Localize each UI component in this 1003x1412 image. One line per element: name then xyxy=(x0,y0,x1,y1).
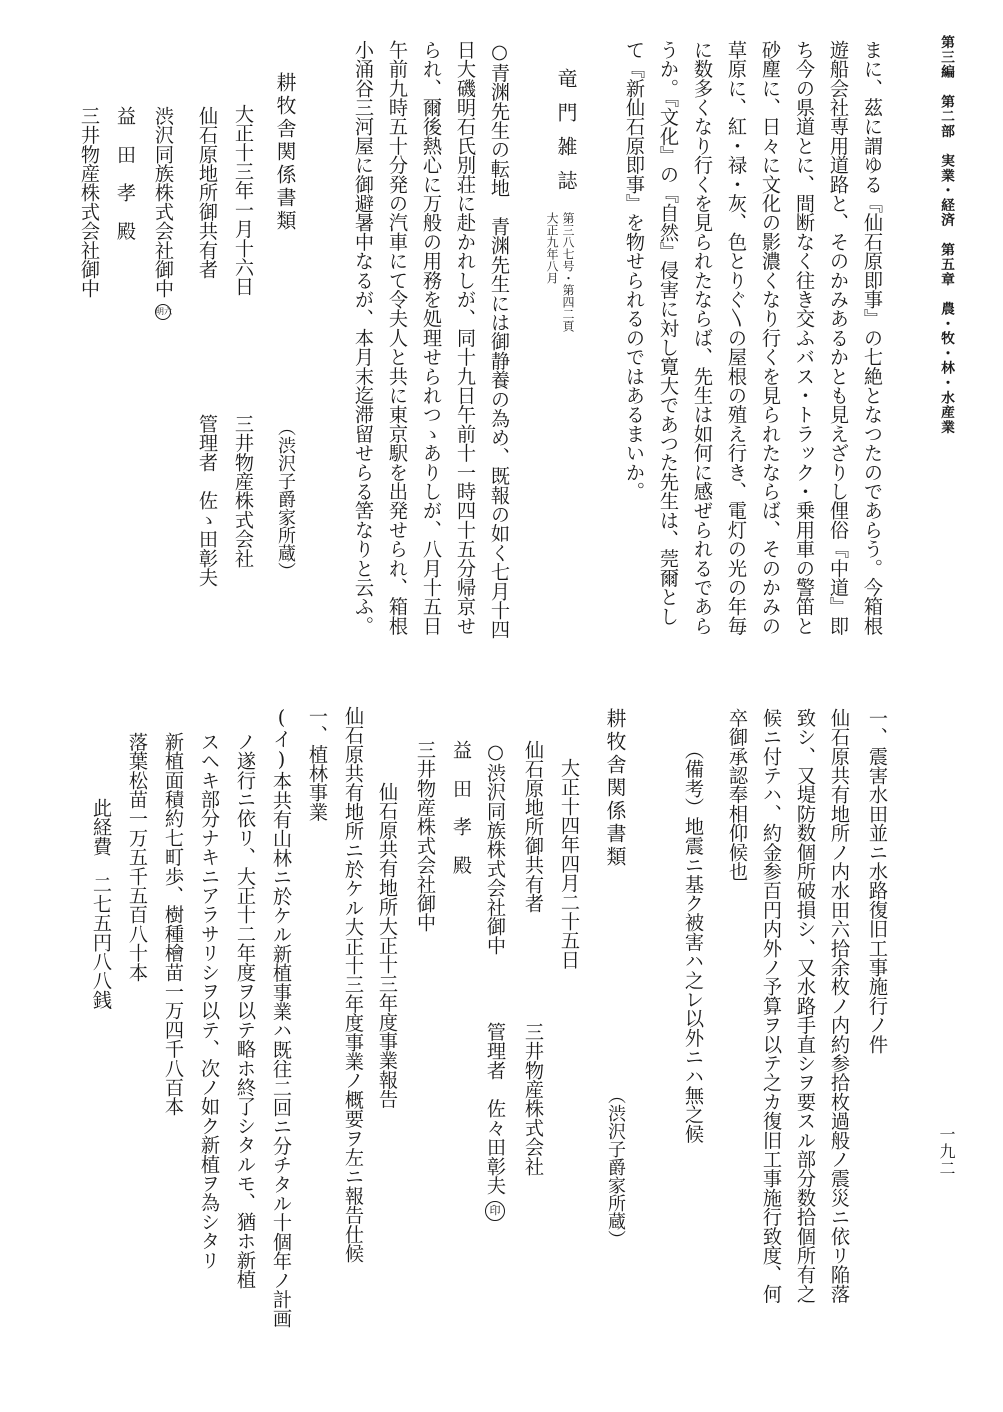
article-line: 午前九時五十分発の汽車にて令夫人と共に東京駅を出発せられ、箱根 xyxy=(386,40,409,636)
article-reference xyxy=(545,212,575,382)
documents-source: （渋沢子爵家所蔵） xyxy=(275,418,296,580)
item-line: 致シ、又堤防数個所破損シ、又水路手直シヲ要スル部分数拾個所有之 xyxy=(794,708,817,1304)
article-line: ○青渊先生の転地 青渊先生には御静養の為め、既報の如く七月十四 xyxy=(488,40,511,639)
letter-addressee: 三井物産株式会社御中 xyxy=(78,106,101,298)
article-title: 竜門雑誌 xyxy=(554,68,578,204)
item-heading: 一、震害水田並ニ水路復旧工事施行ノ件 xyxy=(866,708,889,1054)
paragraph-line: に数多くなり行くを見られたならば、先生は如何に感ぜられるであら xyxy=(691,40,714,636)
article-line: 小涌谷三河屋に御避暑中なるが、本月末迄滞留せらる筈なりと云ふ。 xyxy=(352,40,375,636)
paragraph-line: 砂塵に、日々に文化の影濃くなり行くを見られたならば、そのかみの xyxy=(759,40,782,636)
article-line: 日大磯明石氏別荘に赴かれしが、同十九日午前十一時四十五分帰京せ xyxy=(454,40,477,636)
documents-title: 耕牧舎関係書類 xyxy=(273,72,297,233)
report-intro: 仙石原共有地所ニ於ケル大正十三年度事業ノ概要ヲ左ニ報告仕候 xyxy=(342,706,365,1263)
page-number: 一九二 xyxy=(937,1126,956,1177)
section-line: (イ)本共有山林ニ於ケル新植事業ハ既往二回ニ分チタル十個年ノ計画 xyxy=(270,706,293,1328)
running-header: 第三編 第二部 実業・経済 第五章 農・牧・林・水産業 xyxy=(938,35,954,435)
letter-addressee: 益 田 孝 殿 xyxy=(114,106,137,241)
report-addressee: 仙石原地所御共有者 xyxy=(522,740,545,913)
seal-mark: 印 xyxy=(485,1201,505,1221)
report-addressee: 三井物産株式会社御中 xyxy=(414,740,437,932)
report-date: 大正十四年四月二十五日 xyxy=(558,758,581,970)
stamp-mark: 明六 xyxy=(155,304,171,320)
report-addressee: ○渋沢同族株式会社御中 xyxy=(484,740,507,955)
letter-addressee xyxy=(146,106,180,320)
paragraph-line: 草原に、紅・禄・灰、色とりぐ〵の屋根の殖え行き、電灯の光の年毎 xyxy=(725,40,748,636)
section-line: 落葉松苗一万五千五百八十本 xyxy=(126,732,149,982)
article-ref-date: 大正九年八月 xyxy=(545,212,559,284)
letter-addressee: 仙石原地所御共有者 xyxy=(196,106,219,279)
report-title: 仙石原共有地所大正十三年度事業報告 xyxy=(376,782,399,1109)
section-line: スヘキ部分ナキニアラサリシヲ以テ、次ノ如ク新植ヲ為シタリ xyxy=(198,732,221,1270)
documents-title: 耕牧舎関係書類 xyxy=(603,708,627,869)
section-line: ノ遂行ニ依リ、大正十二年度ヲ以テ略ホ終了シタルモ、猶ホ新植 xyxy=(234,732,257,1289)
paragraph-line: て『新仙石原即事』を物せられるのではあるまいか。 xyxy=(623,40,646,501)
section-line: 新植面積約七町歩、樹種檜苗一万四千八百本 xyxy=(162,732,185,1116)
paragraph-line: 遊船会社専用道路と、そのかみあるかとも見えざりし俚俗『中道』即 xyxy=(827,40,850,636)
paragraph-line: うか。『文化』の『自然』侵害に対し寛大であつた先生は、莞爾とし xyxy=(657,40,680,626)
letter-addressee-text: 渋沢同族株式会社御中 xyxy=(152,106,175,298)
letter-company: 三井物産株式会社 xyxy=(232,414,255,568)
remark: （備考）地震ニ基ク被害ハ之レ以外ニハ無之候 xyxy=(682,740,705,1144)
section-line: 此経費 二七五円八八銭 xyxy=(90,798,113,1010)
section-heading: 一、植林事業 xyxy=(306,706,329,822)
article-line: られ、爾後熱心に万般の用務を処理せられつゝありしが、八月十五日 xyxy=(420,40,443,636)
report-manager-text: 管理者 佐々田彰夫 xyxy=(484,1022,507,1195)
article-ref-issue: 第三八七号・第四二頁 xyxy=(561,212,575,332)
report-manager xyxy=(478,1022,512,1221)
documents-source: （渋沢子爵家所蔵） xyxy=(605,1086,626,1248)
paragraph-line: まに、茲に謂ゆる『仙石原即事』の七絶となつたのであらう。今箱根 xyxy=(861,40,884,636)
item-line: 候ニ付テハ、約金参百円内外ノ予算ヲ以テ之カ復旧工事施行致度、何 xyxy=(760,708,783,1304)
report-company: 三井物産株式会社 xyxy=(522,1022,545,1176)
paragraph-line: ち今の県道とに、間断なく往き交ふバス・トラック・乗用車の警笛と xyxy=(793,40,816,636)
letter-manager: 管理者 佐ゝ田彰夫 xyxy=(196,414,219,587)
item-line: 仙石原共有地所ノ内水田六拾余枚ノ内約参拾枚過般ノ震災ニ依リ陥落 xyxy=(828,708,851,1304)
report-addressee: 益 田 孝 殿 xyxy=(450,740,473,875)
letter-date: 大正十三年一月十六日 xyxy=(232,104,255,296)
item-line: 卒御承認奉相仰候也 xyxy=(726,708,749,881)
